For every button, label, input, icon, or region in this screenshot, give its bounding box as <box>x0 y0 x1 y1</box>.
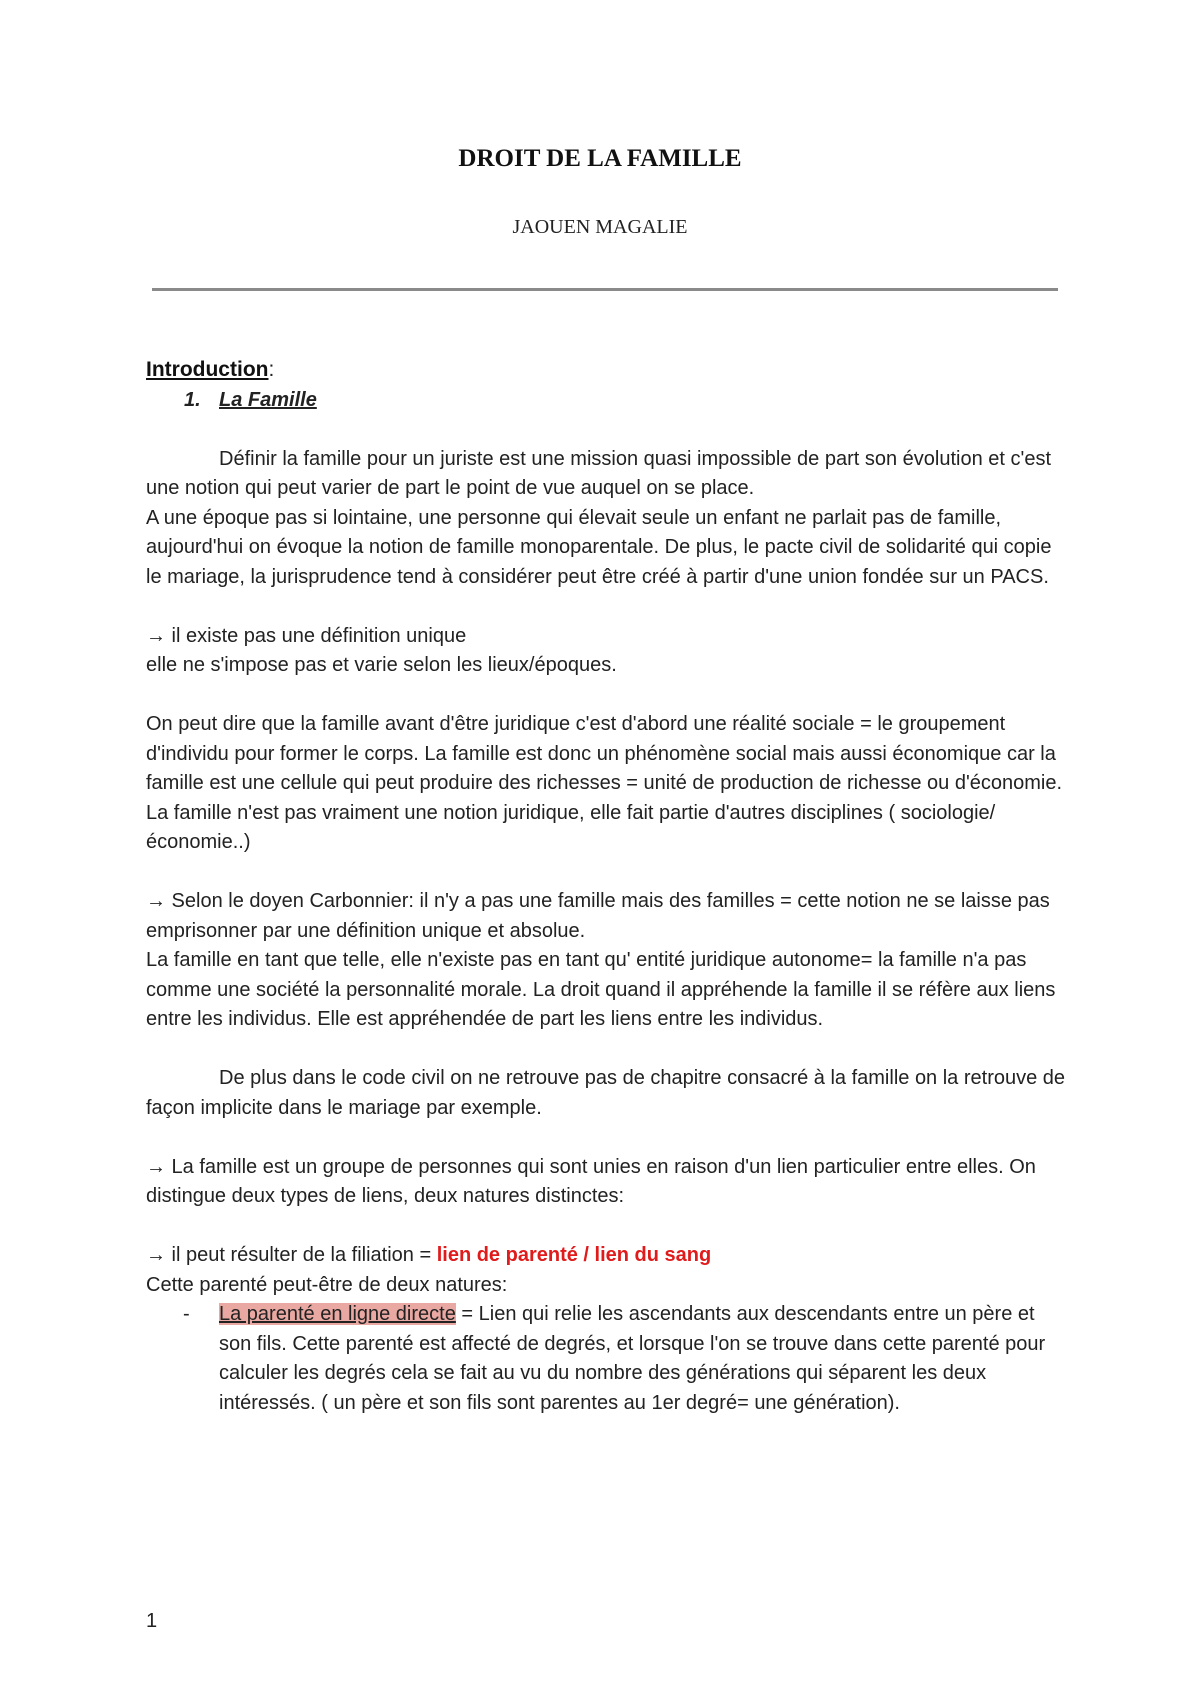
introduction-heading-line <box>146 355 1066 386</box>
paragraph-9-prefix: → il peut résulter de la filiation = <box>146 1244 437 1266</box>
section-heading <box>146 386 1066 416</box>
document-body <box>146 355 1066 1418</box>
paragraph-5: → Selon le doyen Carbonnier: il n'y a pas une famille mais des familles = cette notion ne se laisse pas emprisonner par une définition unique et absolue. <box>146 890 1050 942</box>
spacer <box>146 1123 1066 1153</box>
paragraph-7: De plus dans le code civil on ne retrouve pas de chapitre consacré à la famille on la retrouve de façon implicite dans le mariage par exemple. <box>146 1067 1066 1119</box>
introduction-heading: Introduction <box>146 358 269 381</box>
horizontal-rule <box>152 288 1058 291</box>
document-title: DROIT DE LA FAMILLE <box>458 145 742 172</box>
paragraph-10: Cette parenté peut-être de deux natures: <box>146 1273 508 1296</box>
paragraph-3a: → il existe pas une définition unique <box>146 624 467 647</box>
red-emphasis-text: lien de parenté / lien du sang <box>436 1244 712 1266</box>
spacer <box>146 592 1066 622</box>
introduction-colon: : <box>268 358 275 381</box>
paragraph-9 <box>146 1241 1066 1271</box>
highlighted-text: La parenté en ligne directe <box>219 1303 456 1325</box>
paragraph-3b: elle ne s'impose pas et varie selon les lieux/époques. <box>146 654 617 676</box>
document-author: JAOUEN MAGALIE <box>512 216 688 238</box>
list-dash: - <box>183 1303 190 1325</box>
list-item <box>146 1300 1066 1418</box>
page-number: 1 <box>146 1610 158 1632</box>
spacer <box>146 681 1066 711</box>
spacer <box>146 415 1066 445</box>
paragraph-6: La famille en tant que telle, elle n'existe pas en tant qu' entité juridique autonome= la famille n'a pas comme une société la personnalité morale. La droit quand il appréhende la famille il se réfère aux liens entre les individus. Elle est appréhendée de part les liens entre les individus. <box>146 949 1056 1030</box>
paragraph-1: Définir la famille pour un juriste est une mission quasi impossible de part son évolution et c'est une notion qui peut varier de part le point de vue auquel on se place. <box>146 447 1052 499</box>
list-item-text: = Lien qui relie les ascendants aux descendants entre un père et son fils. Cette parenté est affecté de degrés, et lorsque l'on se trouve dans cette parenté pour calculer les degrés cela se fait au vu du nombre des générations qui séparent les deux intéressés. ( un père et son fils sont parentes au 1er degré= une génération). <box>219 1303 1046 1414</box>
paragraph-8: → La famille est un groupe de personnes qui sont unies en raison d'un lien particulier entre elles. On distingue deux types de liens, deux natures distinctes: <box>146 1155 1036 1207</box>
spacer <box>146 1035 1066 1065</box>
spacer <box>146 858 1066 888</box>
paragraph-4: On peut dire que la famille avant d'être juridique c'est d'abord une réalité sociale = le groupement d'individu pour former le corps. La famille est donc un phénomène social mais aussi économique car la famille est une cellule qui peut produire des richesses = unité de production de richesse ou d'économie. La famille n'est pas vraiment une notion juridique, elle fait partie d'autres disciplines ( sociologie/économie..) <box>146 713 1063 853</box>
spacer <box>146 1212 1066 1242</box>
paragraph-2: A une époque pas si lointaine, une personne qui élevait seule un enfant ne parlait pas de famille, aujourd'hui on évoque la notion de famille monoparentale. De plus, le pacte civil de solidarité qui copie le mariage, la jurisprudence tend à considérer peut être créé à partir d'une union fondée sur un PACS. <box>146 506 1052 588</box>
section-label: La Famille <box>219 388 317 411</box>
section-number: 1. <box>184 388 201 411</box>
